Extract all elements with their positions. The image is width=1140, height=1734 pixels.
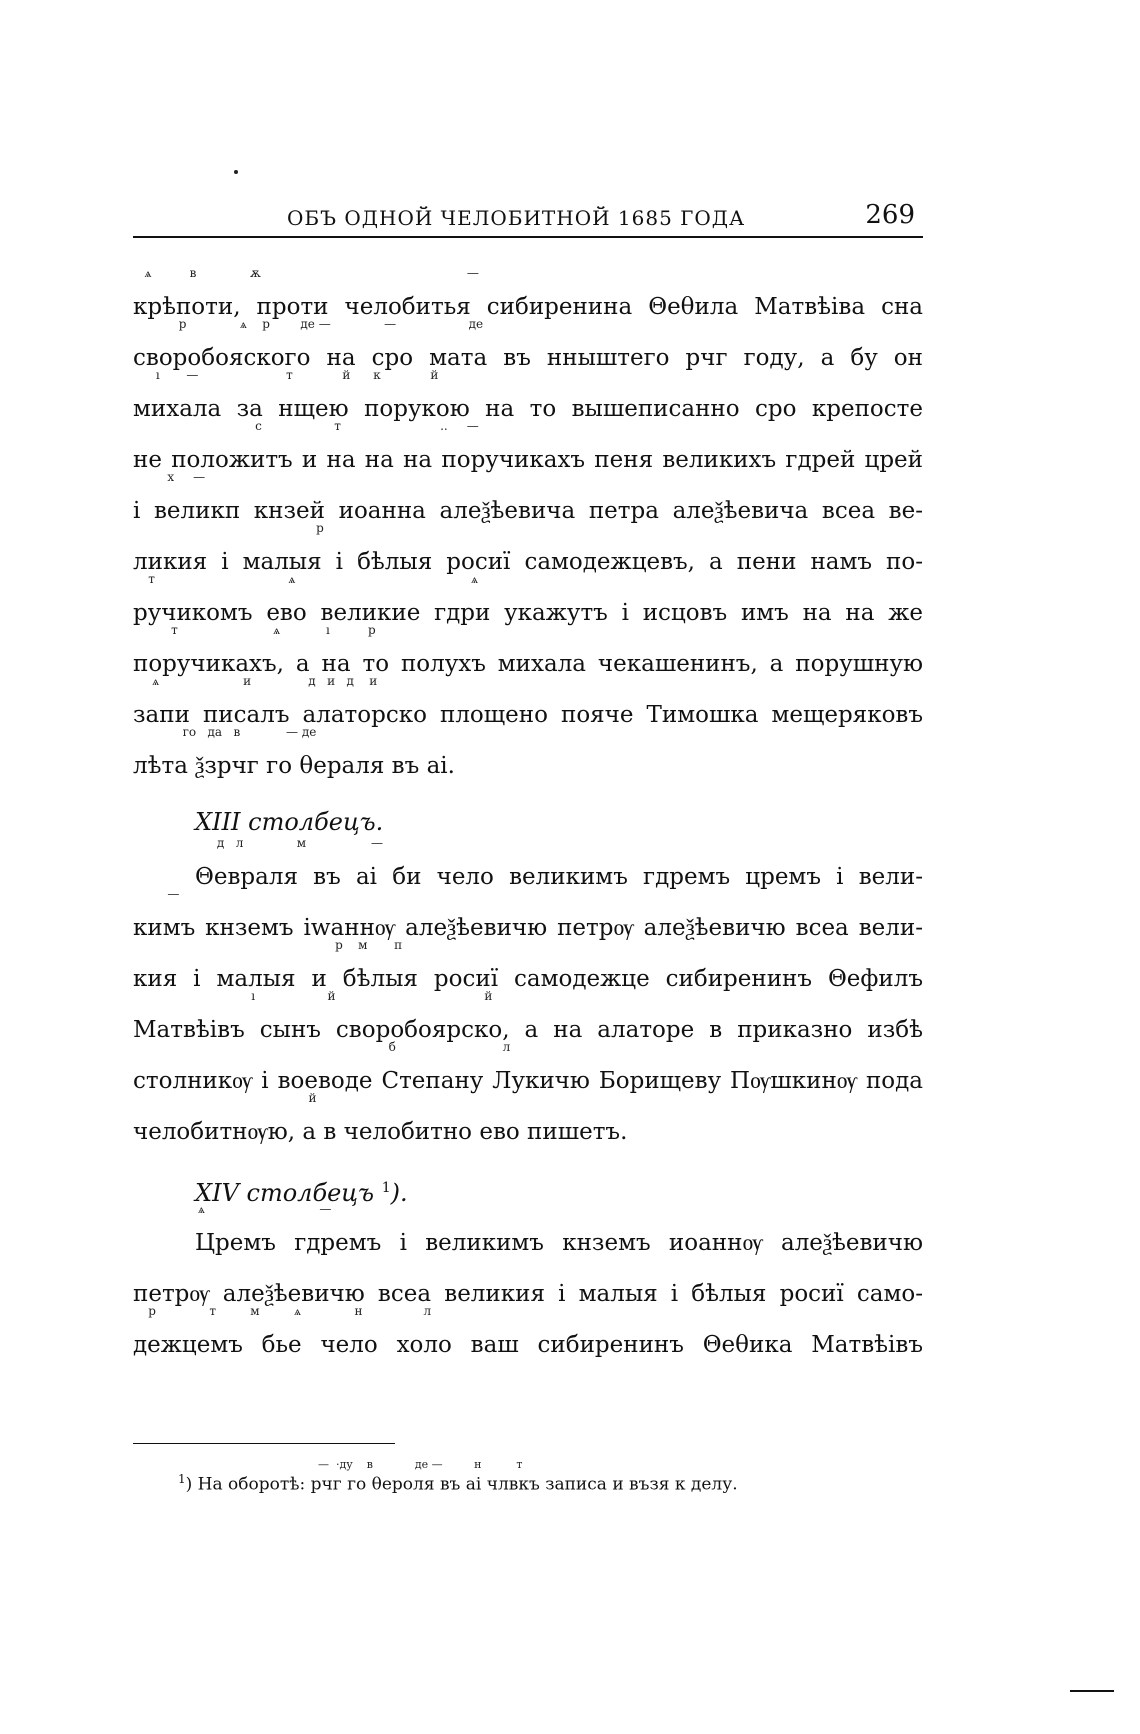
line-text: ликия і малыя і бѣлыя росиї самодежцевъ, а пени намъ по- [133,549,923,575]
line-text: не положитъ и на на на поручикахъ пеня великихъ гдрей црей [133,447,923,473]
line-text: і великп кнзей иоанна алеѯѣевича петра алеѯѣевича всеа ве- [133,498,923,524]
line-text: Θевраля въ аі би чело великимъ гдремъ цремъ і вели- [195,864,923,890]
superscript-letters: ı — т й к й [133,368,439,382]
superscript-letters: т ѧ ѧ [133,572,479,586]
document-body [133,266,923,1371]
superscript-letters: — [133,887,180,901]
superscript-letters: ѧ в ѫ — [133,266,479,280]
footnote [178,1458,898,1498]
line-text: челобитнѹю, а в челобитно ево пишетъ. [133,1119,628,1145]
text-line [133,1202,923,1269]
superscript-letters: го да в — де [133,725,317,739]
superscript-letters: д л м — [133,836,383,850]
superscript-letters: р ѧ р де — — де [133,317,484,331]
running-header [133,200,923,238]
footnote-marker: 1 [178,1472,186,1486]
line-text: крѣпоти, проти челобитья сибиренина Θеθила Матвѣіва сна [133,294,923,320]
footnote-text: ) На оборотѣ: рчг го θероля въ аі члвкъ записа и възя к делу. [185,1474,738,1495]
superscript-letters: х — [133,470,206,484]
text-block-2 [133,836,923,1158]
superscript-letters: ı й й [133,989,493,1003]
text-block-3 [133,1202,923,1371]
line-text: кия і малыя и бѣлыя росиї самодежце сибиренинъ Θефилъ [133,966,923,992]
superscript-letters: р т м ѧ н л [133,1304,432,1318]
section-heading-14-tail: ). [390,1179,408,1207]
line-text: петрѹ алеѯѣевичю всеа великия і малыя і бѣлыя росиї само- [133,1281,923,1307]
text-line [133,1304,923,1371]
superscript-letters: й [133,1091,317,1105]
section-heading-14-text: XIV столбецъ [195,1179,375,1207]
speck-mark [234,170,238,174]
footnote-ref[interactable]: 1 [381,1180,391,1196]
corner-mark [1070,1690,1114,1692]
superscript-letters: ѧ — [133,1202,332,1216]
superscript-letters: р [133,521,324,535]
text-line [133,725,923,792]
text-block-1 [133,266,923,792]
line-text: столникѹ і воеводе Степану Лукичю Борищеву Пѹшкинѹ пода [133,1068,923,1094]
line-text: ручикомъ ево великие гдри укажутъ і исцовъ имъ на на же [133,600,923,626]
footnote-divider [133,1443,395,1444]
superscript-letters: с т .. — [133,419,479,433]
superscript-letters: т ѧ ı р [133,623,376,637]
line-text: лѣта ѯзрчг го θераля въ аі. [133,753,455,779]
running-title: ОБЪ ОДНОЙ ЧЕЛОБИТНОЙ 1685 ГОДА [287,206,746,230]
superscript-letters: ѧ и д и д и [133,674,378,688]
text-line [133,1091,923,1158]
line-text: своробояского на сро мата въ нныштего рчг году, а бу он [133,345,923,371]
line-text: михала за нщею порукою на то вышеписанно сро крепосте [133,396,923,422]
line-text: запи писалъ алаторско площено пояче Тимошка мещеряковъ [133,702,923,728]
page-number: 269 [865,200,915,230]
superscript-letters: б л [133,1040,511,1054]
line-text: кимъ кнземъ іwаннѹ алеѯѣевичю петрѹ алеѯѣевичю всеа вели- [133,915,923,941]
footnote-superscripts: — ·ду в де — н т [318,1458,523,1471]
line-text: поручикахъ, а на то полухъ михала чекашенинъ, а порушную [133,651,923,677]
superscript-letters: р м п [133,938,403,952]
line-text: Цремъ гдремъ і великимъ кнземъ иоаннѹ алеѯѣевичю [195,1230,923,1256]
line-text: дежцемъ бье чело холо ваш сибиренинъ Θеθика Матвѣівъ [133,1332,923,1358]
line-text: Матвѣівъ сынъ своробоярско, а на алаторе в приказно избѣ [133,1017,923,1043]
section-heading-13: XIII столбецъ. [195,808,384,836]
